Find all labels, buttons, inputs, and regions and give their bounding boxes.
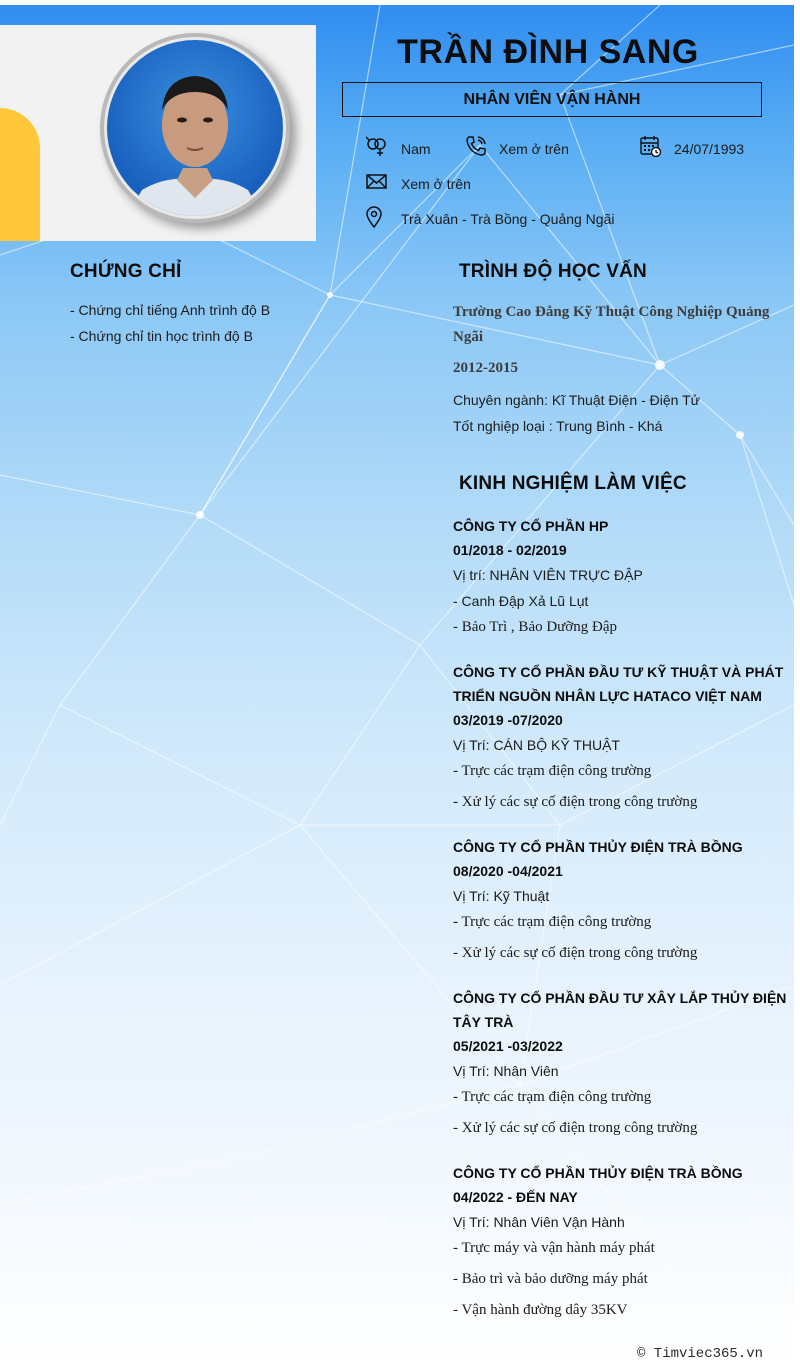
school-name-line2: Ngãi (453, 329, 483, 345)
phone-value: Xem ở trên (499, 141, 569, 157)
experience-title: KINH NGHIỆM LÀM VIỆC (459, 473, 687, 494)
job-role: Vị Trí: CÁN BỘ KỸ THUẬT (453, 737, 620, 753)
job-duty: - Xử lý các sự cố điện trong công trường (453, 945, 698, 961)
calendar-icon (640, 135, 662, 161)
job-company: CÔNG TY CỔ PHẦN ĐẦU TƯ KỸ THUẬT VÀ PHÁT (453, 664, 784, 680)
job-duty: - Trực máy và vận hành máy phát (453, 1240, 655, 1256)
birthday-value: 24/07/1993 (674, 141, 745, 157)
email-value: Xem ở trên (401, 176, 471, 192)
education-years: 2012-2015 (453, 360, 518, 376)
education-major: Chuyên ngành: Kĩ Thuật Điện - Điện Tử (453, 392, 700, 408)
job-company: TRIỂN NGUỒN NHÂN LỰC HATACO VIỆT NAM (453, 688, 762, 704)
job-period: 03/2019 -07/2020 (453, 712, 563, 728)
job-period: 01/2018 - 02/2019 (453, 542, 567, 558)
job-company: CÔNG TY CỔ PHẦN THỦY ĐIỆN TRÀ BỒNG (453, 839, 743, 855)
address-value: Trà Xuân - Trà Bồng - Quảng Ngãi (401, 211, 615, 227)
job-duty: - Bảo trì và bảo dưỡng máy phát (453, 1271, 648, 1287)
job-duty: - Trực các trạm điện công trường (453, 914, 652, 930)
job-period: 08/2020 -04/2021 (453, 863, 563, 879)
cv-page (0, 5, 794, 1369)
avatar (100, 33, 290, 223)
job-company: CÔNG TY CỔ PHẦN HP (453, 518, 609, 534)
education-grade: Tốt nghiệp loại : Trung Bình - Khá (453, 418, 663, 434)
footer-watermark: © Timviec365.vn (637, 1346, 764, 1362)
certificate-item: - Chứng chỉ tiếng Anh trình độ B (70, 302, 271, 318)
job-title: NHÂN VIÊN VẬN HÀNH (342, 82, 762, 117)
photo-card (0, 25, 316, 241)
accent-shape (0, 108, 40, 241)
full-name: TRẦN ĐÌNH SANG (397, 33, 699, 71)
gender-value: Nam (401, 141, 431, 157)
job-role: Vị Trí: Kỹ Thuật (453, 888, 550, 904)
job-period: 04/2022 - ĐẾN NAY (453, 1189, 578, 1205)
education-title: TRÌNH ĐỘ HỌC VẤN (459, 261, 647, 282)
job-duty: - Vận hành đường dây 35KV (453, 1302, 628, 1318)
school-name-line1: Trường Cao Đẳng Kỹ Thuật Công Nghiệp Quảng (453, 304, 770, 320)
job-role: Vị Trí: Nhân Viên Vận Hành (453, 1214, 625, 1230)
job-company: CÔNG TY CỔ PHẦN THỦY ĐIỆN TRÀ BỒNG (453, 1165, 743, 1181)
avatar-photo (107, 40, 283, 216)
certificates-title: CHỨNG CHỈ (70, 261, 182, 282)
job-duty: - Trực các trạm điện công trường (453, 763, 652, 779)
job-company: TÂY TRÀ (453, 1014, 514, 1030)
mail-icon (366, 171, 388, 197)
job-duty: - Canh Đập Xả Lũ Lụt (453, 593, 589, 609)
job-duty: - Xử lý các sự cố điện trong công trường (453, 1120, 698, 1136)
job-duty: - Xử lý các sự cố điện trong công trường (453, 794, 698, 810)
phone-icon (465, 135, 487, 161)
job-duty: - Bảo Trì , Bảo Dưỡng Đập (453, 619, 617, 635)
job-company: CÔNG TY CỔ PHẦN ĐẦU TƯ XÂY LẮP THỦY ĐIỆN (453, 990, 787, 1006)
location-icon (366, 206, 388, 232)
job-role: Vị Trí: Nhân Viên (453, 1063, 559, 1079)
job-role: Vị trí: NHÂN VIÊN TRỰC ĐẬP (453, 567, 643, 583)
gender-icon (366, 135, 388, 161)
job-period: 05/2021 -03/2022 (453, 1038, 563, 1054)
job-duty: - Trực các trạm điện công trường (453, 1089, 652, 1105)
certificate-item: - Chứng chỉ tin học trình độ B (70, 328, 253, 344)
